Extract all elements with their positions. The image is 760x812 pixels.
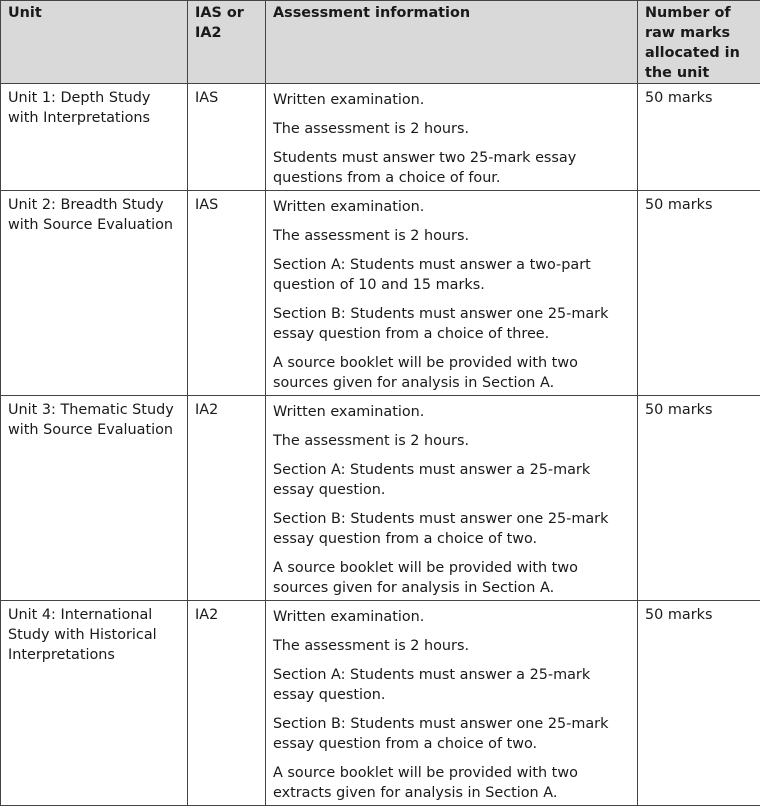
header-unit: Unit: [1, 1, 188, 84]
header-assessment-info: Assessment information: [266, 1, 638, 84]
table-row: [1, 601, 760, 806]
assessment-info-line: Students must answer two 25-mark essay questions from a choice of four.: [273, 150, 577, 186]
table-row: [1, 191, 760, 396]
assessment-info-line: The assessment is 2 hours.: [273, 121, 470, 137]
table-row: [1, 396, 760, 601]
assessment-info-cell: [266, 84, 638, 191]
assessment-info-line: The assessment is 2 hours.: [273, 433, 470, 449]
assessment-info-line: Written examination.: [273, 404, 425, 420]
raw-marks-cell: 50 marks: [638, 396, 760, 601]
assessment-info-line: Section A: Students must answer a 25-mark essay question.: [273, 462, 591, 498]
assessment-info-line: Section B: Students must answer one 25-mark essay question from a choice of three.: [273, 306, 609, 342]
assessment-info-cell: [266, 396, 638, 601]
assessment-info-line: A source booklet will be provided with two extracts given for analysis in Section A.: [273, 765, 578, 801]
table-body: [1, 84, 760, 806]
level-cell: IAS: [188, 191, 266, 396]
assessment-info-line: A source booklet will be provided with two sources given for analysis in Section A.: [273, 560, 578, 596]
unit-name-cell: Unit 1: Depth Study with Interpretations: [1, 84, 188, 191]
header-row: [1, 1, 760, 84]
assessment-info-line: Section A: Students must answer a 25-mark essay question.: [273, 667, 591, 703]
assessment-info-line: Section B: Students must answer one 25-mark essay question from a choice of two.: [273, 511, 609, 547]
assessment-info-line: Section A: Students must answer a two-part question of 10 and 15 marks.: [273, 257, 591, 293]
header-raw-marks: Number of raw marks allocated in the unit: [638, 1, 760, 84]
header-level: IAS or IA2: [188, 1, 266, 84]
assessment-info-line: Written examination.: [273, 609, 425, 625]
level-cell: IA2: [188, 601, 266, 806]
level-cell: IAS: [188, 84, 266, 191]
unit-name-cell: Unit 2: Breadth Study with Source Evaluation: [1, 191, 188, 396]
assessment-info-line: The assessment is 2 hours.: [273, 638, 470, 654]
table-row: [1, 84, 760, 191]
unit-name-cell: Unit 4: International Study with Historical Interpretations: [1, 601, 188, 806]
unit-name-cell: Unit 3: Thematic Study with Source Evaluation: [1, 396, 188, 601]
assessment-info-line: The assessment is 2 hours.: [273, 228, 470, 244]
assessment-info-cell: [266, 191, 638, 396]
assessment-info-cell: [266, 601, 638, 806]
raw-marks-cell: 50 marks: [638, 84, 760, 191]
assessment-info-line: A source booklet will be provided with two sources given for analysis in Section A.: [273, 355, 578, 391]
assessment-info-line: Written examination.: [273, 92, 425, 108]
raw-marks-cell: 50 marks: [638, 601, 760, 806]
level-cell: IA2: [188, 396, 266, 601]
assessment-info-line: Section B: Students must answer one 25-mark essay question from a choice of two.: [273, 716, 609, 752]
raw-marks-cell: 50 marks: [638, 191, 760, 396]
assessment-info-line: Written examination.: [273, 199, 425, 215]
